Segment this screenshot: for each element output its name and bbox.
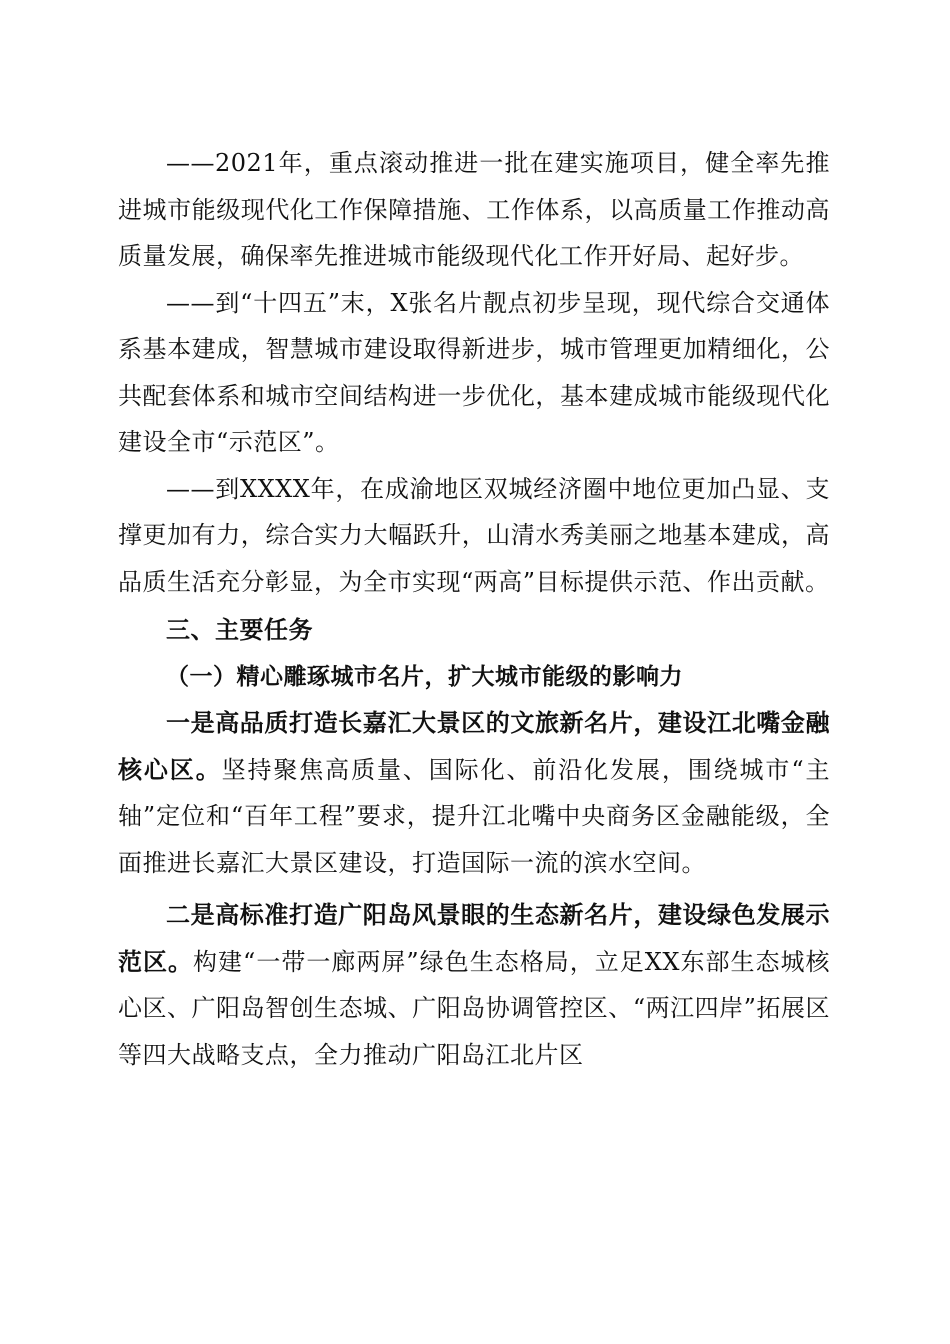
task-item-1 (118, 700, 830, 886)
document-body (118, 140, 830, 1078)
paragraph-2021-goal: ——2021年，重点滚动推进一批在建实施项目，健全率先推进城市能级现代化工作保障措施、工作体系，以高质量工作推动高质量发展，确保率先推进城市能级现代化工作开好局、起好步。 (118, 149, 830, 270)
task-item-1-body: 坚持聚焦高质量、国际化、前沿化发展，围绕城市“主轴”定位和“百年工程”要求，提升江北嘴中央商务区金融能级，全面推进长嘉汇大景区建设，打造国际一流的滨水空间。 (118, 755, 830, 877)
task-item-2 (118, 892, 830, 1078)
task-item-2-lead: 二是高标准打造广阳岛风景眼的生态新名片，建设绿色发展示范区。 (118, 901, 830, 976)
task-item-1-lead: 一是高品质打造长嘉汇大景区的文旅新名片，建设江北嘴金融核心区。 (118, 709, 830, 784)
paragraph-14th-five-year-goal: ——到“十四五”末，X张名片靓点初步呈现，现代综合交通体系基本建成，智慧城市建设取得新进步，城市管理更加精细化，公共配套体系和城市空间结构进一步优化，基本建成城市能级现代化建设全市“示范区”。 (118, 288, 830, 456)
paragraph-long-term-goal: ——到XXXX年，在成渝地区双城经济圈中地位更加凸显、支撑更加有力，综合实力大幅跃升，山清水秀美丽之地基本建成，高品质生活充分彰显，为全市实现“两高”目标提供示范、作出贡献。 (118, 474, 830, 596)
subsection-heading: （一）精心雕琢城市名片，扩大城市能级的影响力 (166, 663, 683, 690)
section-heading: 三、主要任务 (166, 616, 313, 644)
task-item-2-body: 构建“一带一廊两屏”绿色生态格局，立足XX东部生态城核心区、广阳岛智创生态城、广阳岛协调管控区、“两江四岸”拓展区等四大战略支点，全力推动广阳岛江北片区 (118, 947, 830, 1069)
